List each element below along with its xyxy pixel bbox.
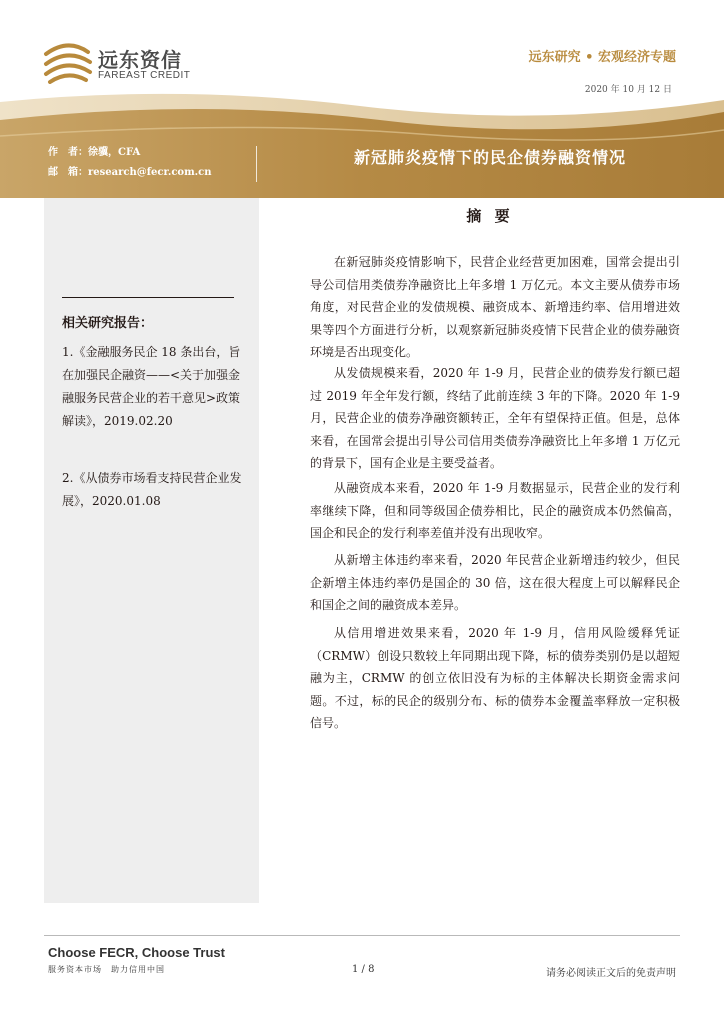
- related-report-item[interactable]: 1.《金融服务民企 18 条出台，旨在加强民企融资——<关于加强金融服务民营企业的若干意见>政策解读》，2019.02.20: [62, 345, 241, 428]
- report-date: 2020 年 10 月 12 日: [584, 85, 672, 95]
- footer-divider: [44, 935, 680, 936]
- abstract-heading: 摘 要: [466, 207, 514, 225]
- abstract-paragraph: 从发债规模来看，2020 年 1-9 月，民营企业的债券发行额已超过 2019 年全年发行额，终结了此前连续 3 年的下降。2020 年 1-9 月，民营企业的债券净融资额转正，全年有望保持正值。但是，总体来看，在国常会提出引导公司信用类债券净融资比上年多增 1 万亿元的背景下，国有企业是主要受益者。: [310, 366, 680, 470]
- logo-text-cn: 远东资信: [98, 48, 182, 72]
- sidebar-divider: [62, 297, 234, 298]
- email-line[interactable]: 邮 箱：research@fecr.com.cn: [48, 167, 212, 178]
- logo-text-en: FAREAST CREDIT: [98, 70, 191, 81]
- sidebar: [44, 198, 259, 903]
- abstract-paragraph: 从信用增进效果来看，2020 年 1-9 月，信用风险缓释凭证（CRMW）创设只数较上年同期出现下降，标的债券类别仍是以超短融为主，CRMW 的创立依旧没有为标的主体解决长期资金需求问题。不过，标的民企的级别分布、标的债券本金覆盖率释放一定积极信号。: [310, 626, 680, 730]
- page-number: 1 / 8: [352, 964, 375, 975]
- footer-disclaimer: 请务必阅读正文后的免责声明: [546, 968, 676, 979]
- abstract-paragraph: 从融资成本来看，2020 年 1-9 月数据显示，民营企业的发行利率继续下降，但和同等级国企债券相比，民企的融资成本仍然偏高，国企和民企的发行利率差值并没有出现收窄。: [310, 481, 680, 540]
- footer-slogan-en: Choose FECR, Choose Trust: [48, 945, 225, 960]
- author-line: 作 者：徐骥，CFA: [48, 147, 141, 158]
- footer-slogan-cn: 服务资本市场 助力信用中国: [48, 965, 165, 974]
- report-series: 远东研究 • 宏观经济专题: [528, 50, 676, 65]
- related-report-item[interactable]: 2.《从债券市场看支持民营企业发展》，2020.01.08: [62, 471, 242, 508]
- abstract-paragraph: 从新增主体违约率来看，2020 年民营企业新增违约较少，但民企新增主体违约率仍是国企的 30 倍，这在很大程度上可以解释民企和国企之间的融资成本差异。: [310, 553, 680, 612]
- related-reports-heading: 相关研究报告：: [62, 316, 154, 331]
- abstract-paragraph: 在新冠肺炎疫情影响下，民营企业经营更加困难，国常会提出引导公司信用类债券净融资比上年多增 1 万亿元。本文主要从债券市场角度，对民营企业的发债规模、融资成本、新增违约率、信用增进效果等四个方面进行分析，以观察新冠肺炎疫情下民营企业的债券融资环境是否出现变化。: [310, 255, 680, 359]
- report-title: 新冠肺炎疫情下的民企债券融资情况: [353, 148, 626, 167]
